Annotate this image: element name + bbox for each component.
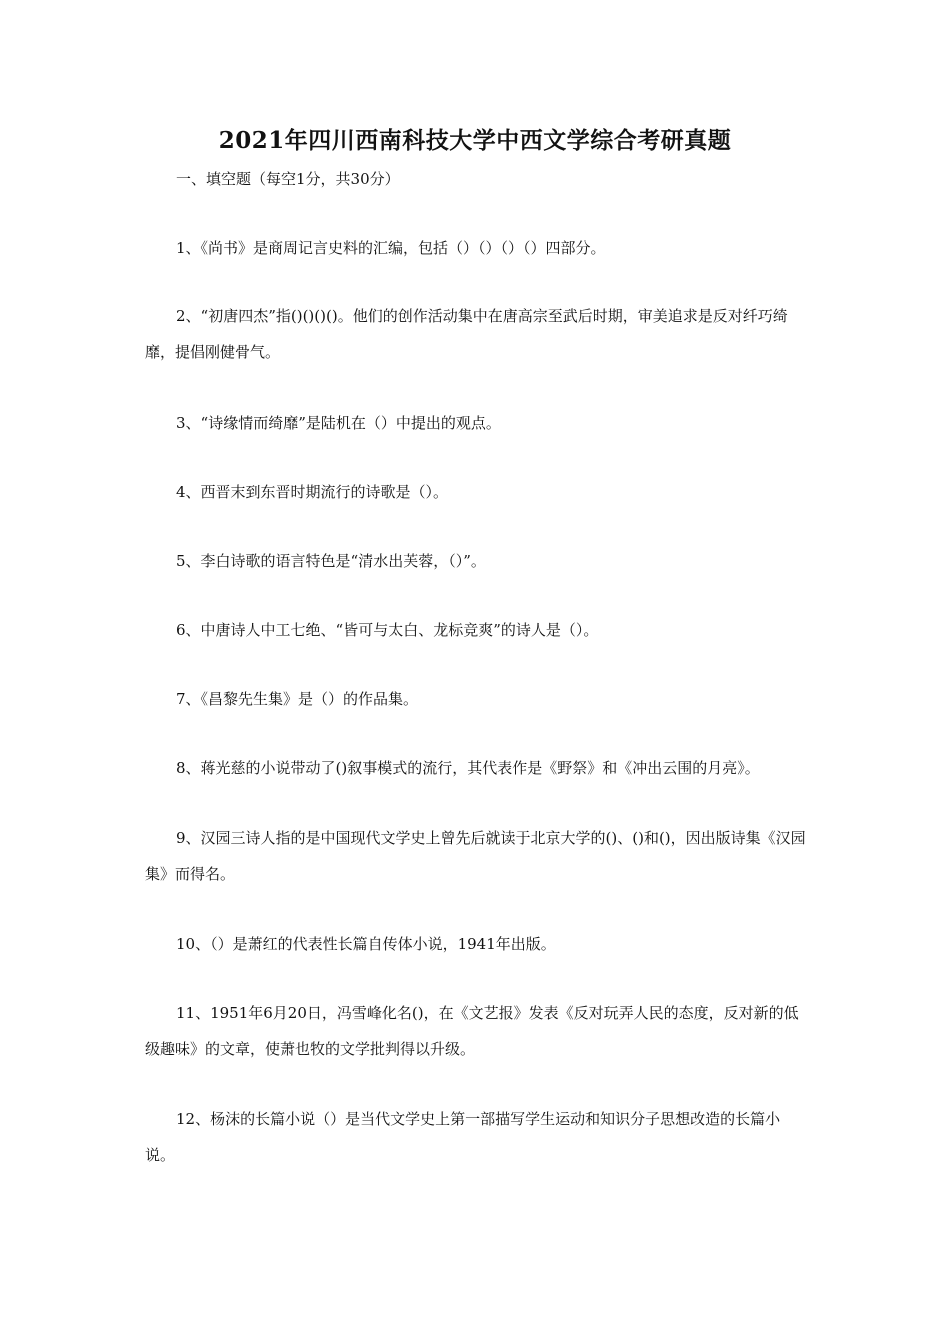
- question-2: 2、“初唐四杰”指()()()()。他们的创作活动集中在唐高宗至武后时期，审美追求是反对纤巧绮靡，提倡刚健骨气。: [145, 307, 788, 361]
- question-5: 5、李白诗歌的语言特色是“清水出芙蓉，（）”。: [176, 552, 486, 570]
- question-3: 3、“诗缘情而绮靡”是陆机在（）中提出的观点。: [176, 414, 501, 432]
- question-8: 8、蒋光慈的小说带动了()叙事模式的流行，其代表作是《野祭》和《冲出云围的月亮》。: [176, 759, 760, 777]
- section-heading: 一、填空题（每空1分，共30分）: [176, 170, 400, 188]
- question-7: 7、《昌黎先生集》是（）的作品集。: [176, 690, 419, 708]
- question-1: 1、《尚书》是商周记言史料的汇编，包括（）（）（）（）四部分。: [176, 239, 606, 257]
- question-6: 6、中唐诗人中工七绝、“皆可与太白、龙标竞爽”的诗人是（）。: [176, 621, 599, 639]
- question-10: 10、（）是萧红的代表性长篇自传体小说，1941年出版。: [176, 935, 556, 953]
- document-title: 2021年四川西南科技大学中西文学综合考研真题: [218, 127, 732, 154]
- question-9: 9、汉园三诗人指的是中国现代文学史上曾先后就读于北京大学的()、()和()，因出版诗集《汉园集》而得名。: [145, 829, 806, 883]
- question-11: 11、1951年6月20日，冯雪峰化名()，在《文艺报》发表《反对玩弄人民的态度，反对新的低级趣味》的文章，使萧也牧的文学批判得以升级。: [145, 1004, 799, 1058]
- question-4: 4、西晋末到东晋时期流行的诗歌是（）。: [176, 483, 449, 501]
- question-12: 12、杨沫的长篇小说（）是当代文学史上第一部描写学生运动和知识分子思想改造的长篇小说。: [145, 1110, 781, 1164]
